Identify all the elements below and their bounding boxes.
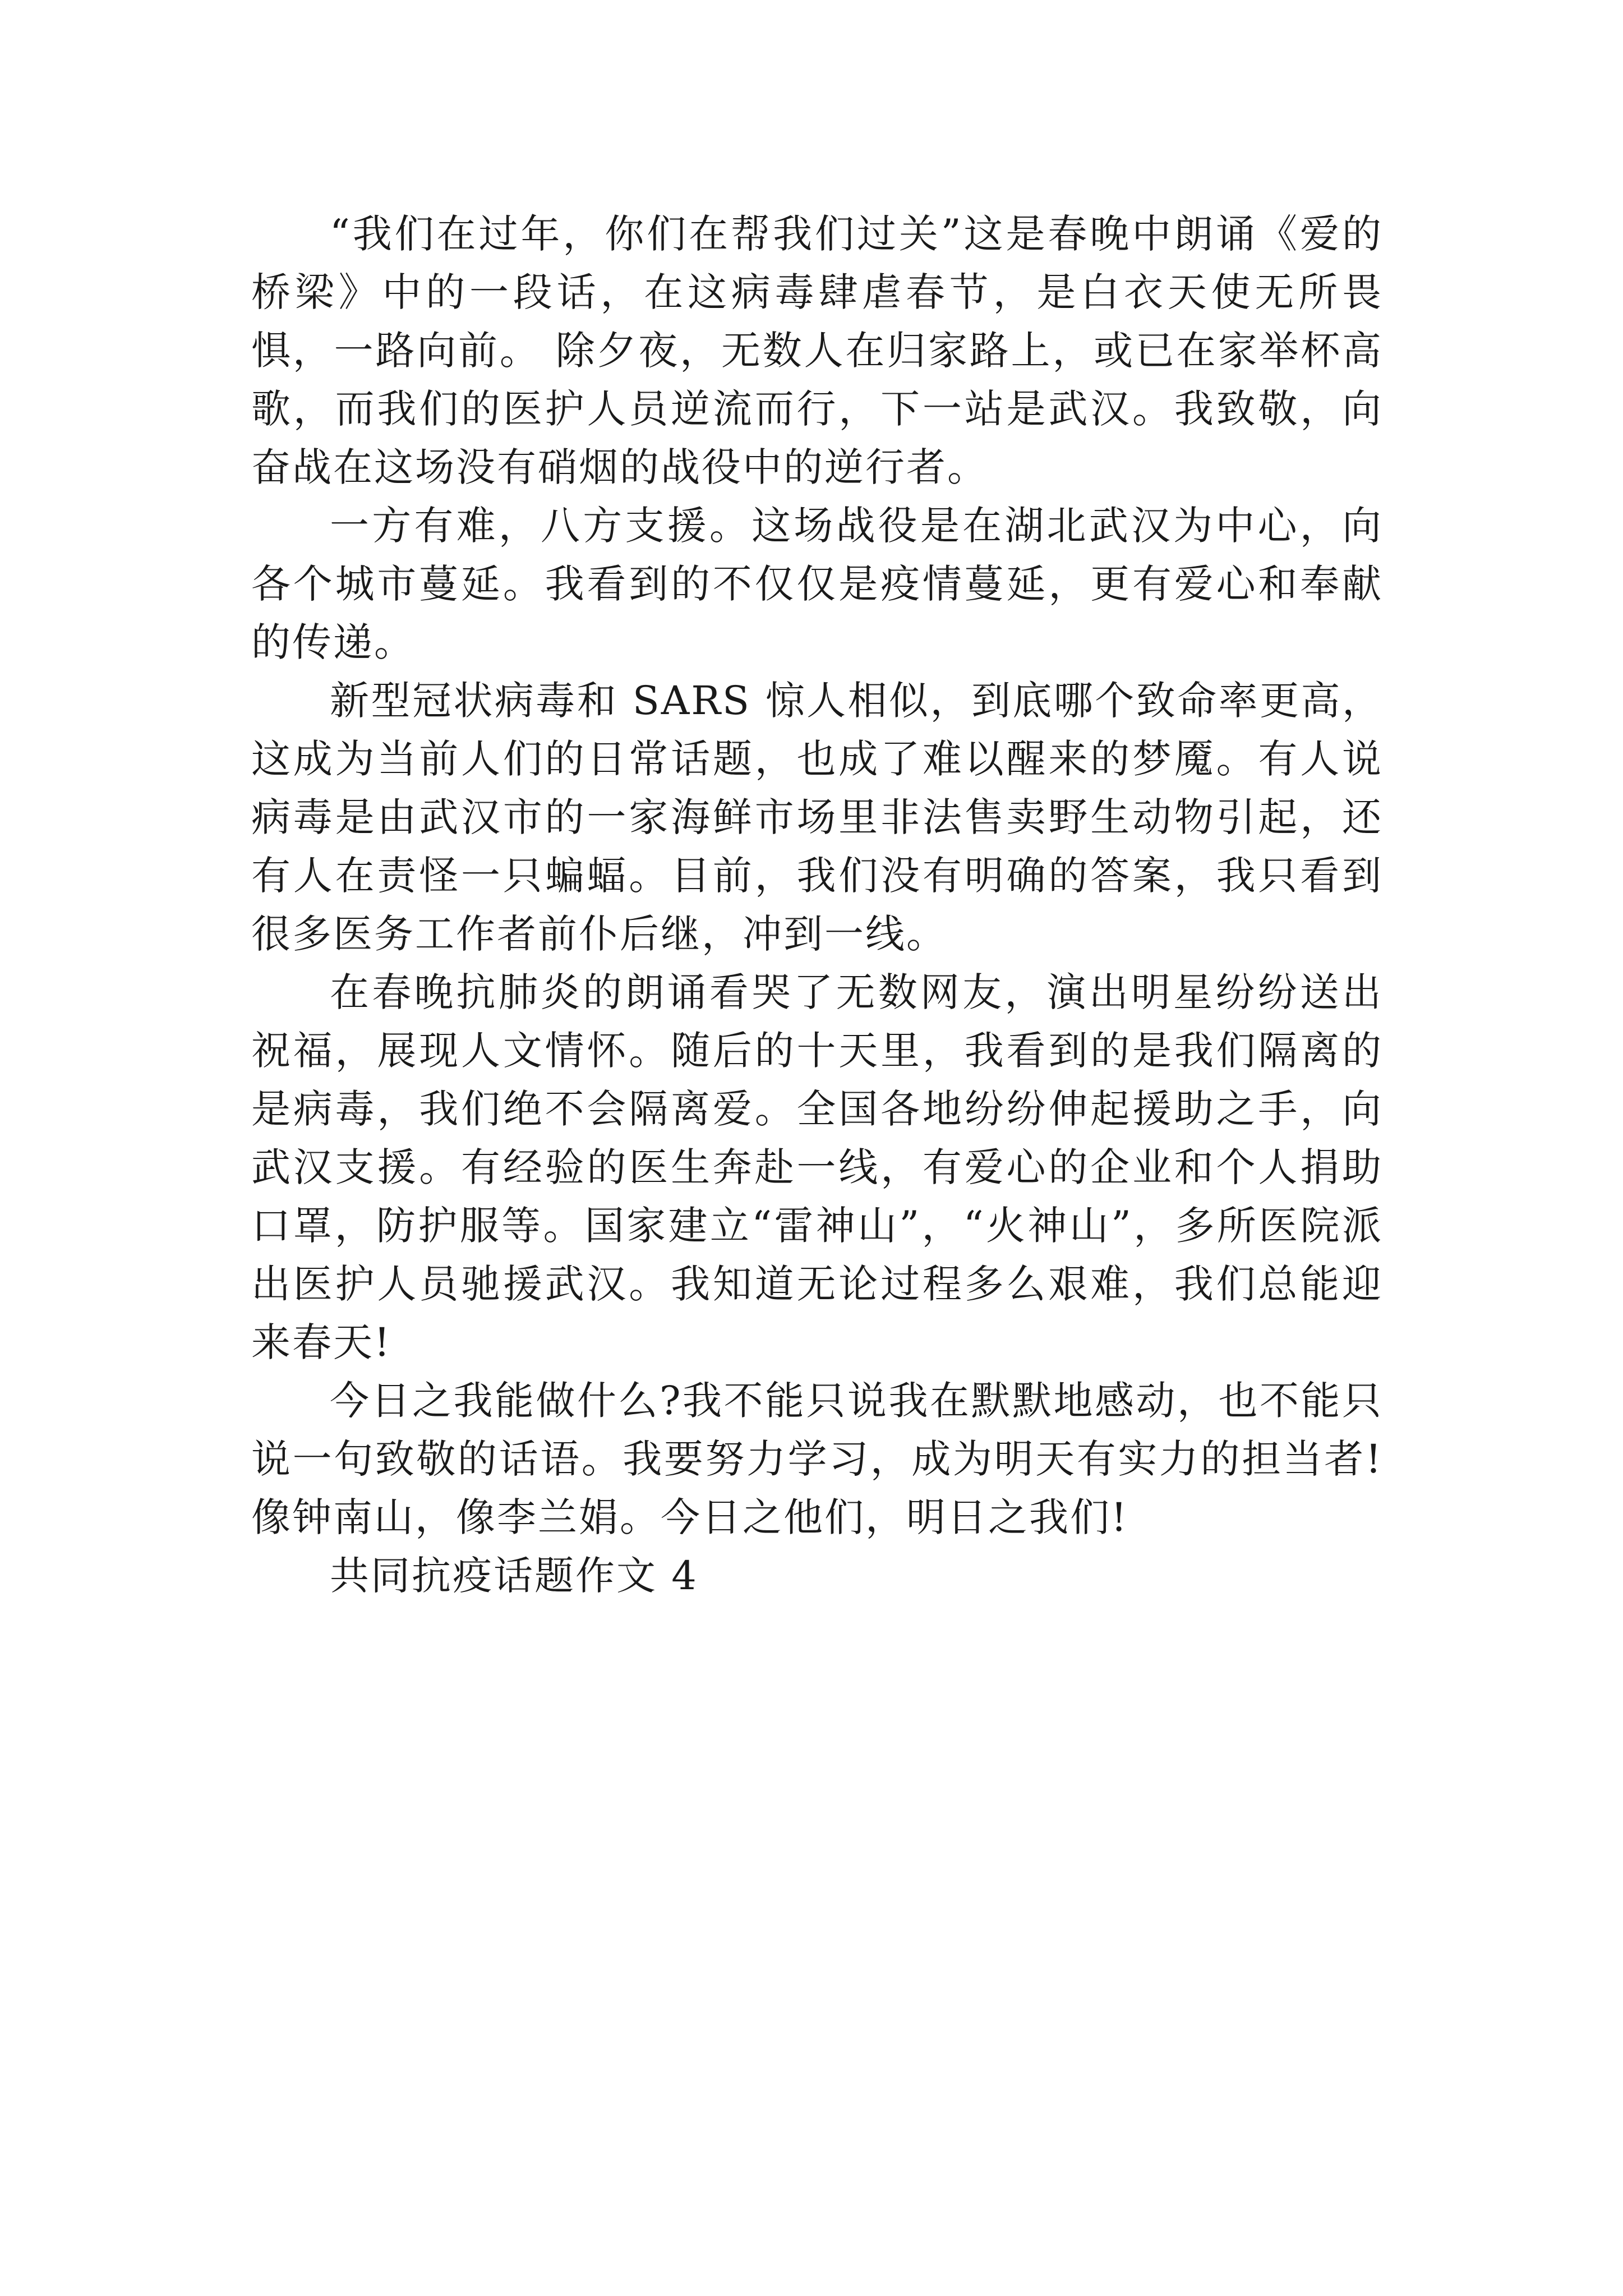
section-heading: 共同抗疫话题作文 4 [330,1553,698,1599]
paragraph-5: 今日之我能做什么?我不能只说我在默默地感动，也不能只说一句致敬的话语。我要努力学习，成为明天有实力的担当者!像钟南山，像李兰娟。今日之他们，明日之我们! [251,1378,1383,1540]
paragraph-3: 新型冠状病毒和 SARS 惊人相似，到底哪个致命率更高，这成为当前人们的日常话题，也成了难以醒来的梦魇。有人说病毒是由武汉市的一家海鲜市场里非法售卖野生动物引起，还有人在责怪一只蝙蝠。目前，我们没有明确的答案，我只看到很多医务工作者前仆后继，冲到一线。 [251,678,1383,957]
document-body [251,205,1383,1605]
paragraph-1: “我们在过年，你们在帮我们过关”这是春晚中朗诵《爱的桥梁》中的一段话，在这病毒肆虐春节，是白衣天使无所畏惧，一路向前。 除夕夜，无数人在归家路上，或已在家举杯高歌，而我们的医护人员逆流而行，下一站是武汉。我致敬，向奋战在这场没有硝烟的战役中的逆行者。 [251,211,1383,490]
paragraph-2: 一方有难，八方支援。这场战役是在湖北武汉为中心，向各个城市蔓延。我看到的不仅仅是疫情蔓延，更有爱心和奉献的传递。 [251,503,1383,665]
paragraph-4: 在春晚抗肺炎的朗诵看哭了无数网友，演出明星纷纷送出祝福，展现人文情怀。随后的十天里，我看到的是我们隔离的是病毒，我们绝不会隔离爱。全国各地纷纷伸起援助之手，向武汉支援。有经验的医生奔赴一线，有爱心的企业和个人捐助口罩，防护服等。国家建立“雷神山”，“火神山”，多所医院派出医护人员驰援武汉。我知道无论过程多么艰难，我们总能迎来春天! [251,969,1383,1365]
